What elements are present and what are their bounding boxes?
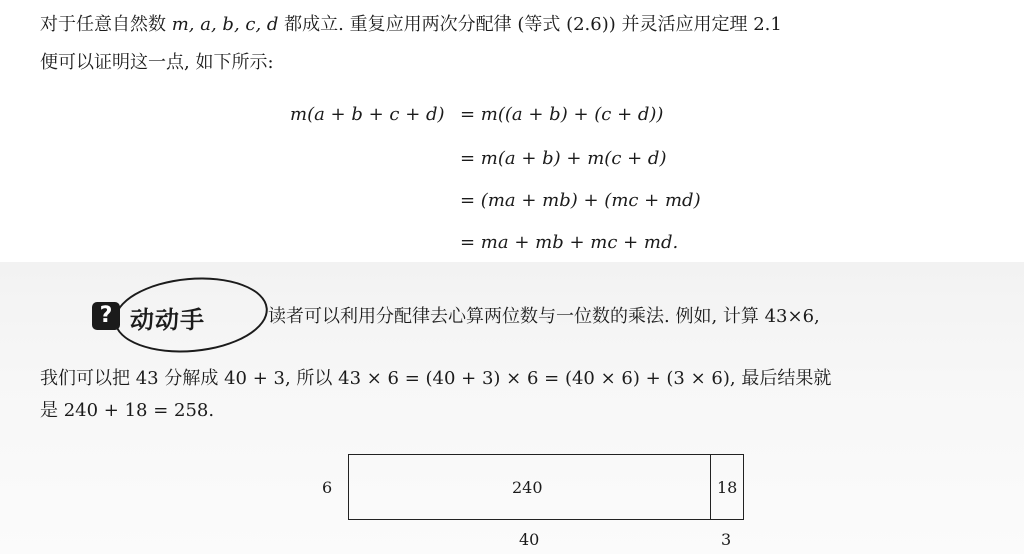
equation-step-1: = m((a + b) + (c + d)) (460, 104, 664, 125)
area-diagram-rectangle (348, 454, 744, 520)
equation-step-3: = (ma + mb) + (mc + md) (460, 190, 701, 211)
height-label: 6 (322, 478, 333, 497)
equation-step-4: = ma + mb + mc + md. (460, 232, 679, 253)
variable-list: m, a, b, c, d (171, 14, 279, 35)
exercise-line-3: 是 240 + 18 = 258. (40, 400, 215, 421)
exercise-line-1: 读者可以利用分配律去心算两位数与一位数的乘法. 例如, 计算 43×6, (268, 306, 820, 327)
width-small-label: 3 (721, 530, 732, 549)
question-mark-icon: ? (92, 302, 120, 330)
badge-label: 动动手 (130, 306, 205, 334)
exercise-line-2: 我们可以把 43 分解成 40 + 3, 所以 43 × 6 = (40 + 3) × 6 = (40 × 6) + (3 × 6), 最后结果就 (40, 368, 832, 389)
paragraph-line-2: 便可以证明这一点, 如下所示: (40, 52, 274, 73)
cell-large-value: 240 (512, 478, 543, 497)
paragraph-text-post: 都成立. 重复应用两次分配律 (等式 (2.6)) 并灵活应用定理 2.1 (278, 14, 782, 35)
paragraph-text-pre: 对于任意自然数 (40, 14, 172, 35)
paragraph-line-1 (40, 10, 782, 40)
equation-lhs: m(a + b + c + d) (290, 104, 445, 125)
equation-step-2: = m(a + b) + m(c + d) (460, 148, 667, 169)
try-it-badge (92, 278, 260, 362)
width-large-label: 40 (519, 530, 540, 549)
cell-small-value: 18 (717, 478, 738, 497)
area-diagram-divider (710, 454, 711, 520)
